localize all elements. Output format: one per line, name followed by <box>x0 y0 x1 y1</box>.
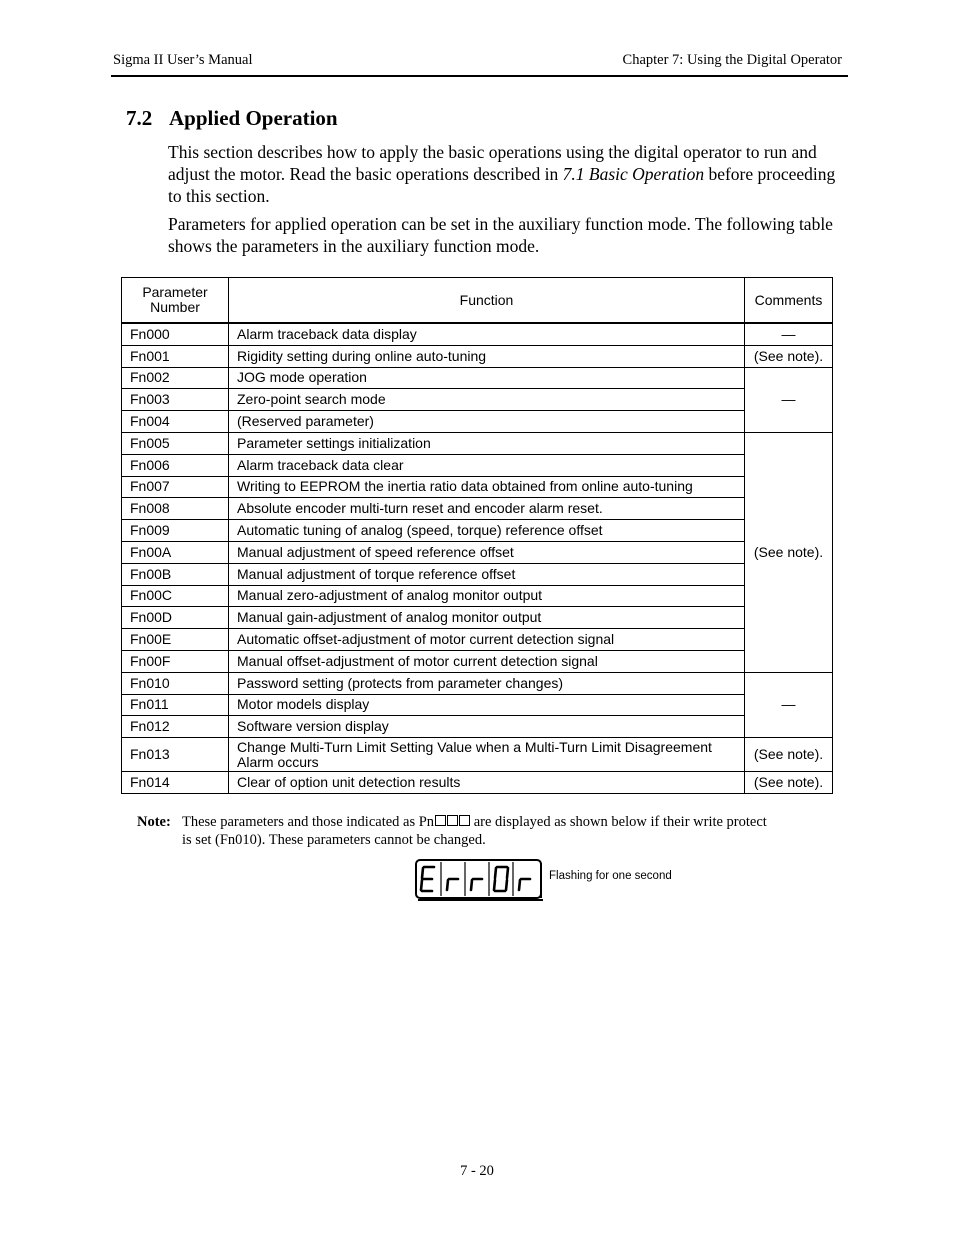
param-comment: — <box>745 672 833 737</box>
note-text-start: These parameters and those indicated as Pn <box>182 814 435 830</box>
param-number: Fn002 <box>122 367 229 389</box>
header-comments: Comments <box>745 278 833 324</box>
param-comment: (See note). <box>745 738 833 772</box>
placeholder-box-icon <box>447 815 458 826</box>
param-function: Absolute encoder multi-turn reset and encoder alarm reset. <box>229 498 745 520</box>
param-number: Fn009 <box>122 520 229 542</box>
param-function: JOG mode operation <box>229 367 745 389</box>
param-function: Automatic tuning of analog (speed, torque) reference offset <box>229 520 745 542</box>
table-row <box>122 432 833 454</box>
param-function: Motor models display <box>229 694 745 716</box>
param-function: Change Multi-Turn Limit Setting Value when a Multi-Turn Limit Disagreement Alarm occurs <box>229 738 745 772</box>
param-number: Fn00F <box>122 650 229 672</box>
intro-text-end: before proceeding to this section. <box>168 164 836 206</box>
table-row <box>122 672 833 694</box>
param-number: Fn00B <box>122 563 229 585</box>
param-number: Fn00C <box>122 585 229 607</box>
table-row <box>122 345 833 367</box>
param-function: Manual gain-adjustment of analog monitor output <box>229 607 745 629</box>
basic-operation-reference: 7.1 Basic Operation <box>562 164 705 184</box>
param-number: Fn001 <box>122 345 229 367</box>
param-comment: (See note). <box>745 345 833 367</box>
param-function: Rigidity setting during online auto-tuning <box>229 345 745 367</box>
param-number: Fn005 <box>122 432 229 454</box>
param-function: Manual offset-adjustment of motor current detection signal <box>229 650 745 672</box>
table-row <box>122 607 833 629</box>
table-row <box>122 367 833 389</box>
param-number: Fn00E <box>122 629 229 651</box>
section-number: 7.2 <box>126 106 153 130</box>
section-heading <box>126 106 338 131</box>
param-function: Clear of option unit detection results <box>229 772 745 794</box>
parameters-paragraph: Parameters for applied operation can be set in the auxiliary function mode. The following table shows the parameters in the auxiliary function mode. <box>168 214 833 256</box>
page-number: 7 - 20 <box>460 1163 494 1179</box>
running-header-title: Sigma II User’s Manual <box>113 52 253 68</box>
param-number: Fn003 <box>122 389 229 411</box>
param-function: Zero-point search mode <box>229 389 745 411</box>
table-row <box>122 323 833 345</box>
table-row <box>122 650 833 672</box>
param-function: Manual adjustment of torque reference offset <box>229 563 745 585</box>
param-number: Fn004 <box>122 411 229 433</box>
intro-text-start: This section describes how to apply the basic operations using the digital operator to run and adjust the motor. Read the basic operations described in <box>168 142 817 184</box>
param-number: Fn012 <box>122 716 229 738</box>
table-row <box>122 498 833 520</box>
param-function: Parameter settings initialization <box>229 432 745 454</box>
param-number: Fn014 <box>122 772 229 794</box>
table-row <box>122 738 833 772</box>
param-number: Fn00D <box>122 607 229 629</box>
auxiliary-function-table <box>121 277 833 794</box>
table-note <box>137 813 827 849</box>
display-caption: Flashing for one second <box>549 870 672 882</box>
param-number: Fn000 <box>122 323 229 345</box>
param-function: Software version display <box>229 716 745 738</box>
intro-paragraph <box>168 141 848 207</box>
param-number: Fn00A <box>122 541 229 563</box>
param-function: Manual adjustment of speed reference offset <box>229 541 745 563</box>
note-label: Note: <box>137 814 171 830</box>
param-function: Writing to EEPROM the inertia ratio data obtained from online auto-tuning <box>229 476 745 498</box>
note-text-end: is set (Fn010). These parameters cannot be changed. <box>182 832 486 848</box>
param-number: Fn013 <box>122 738 229 772</box>
param-function: Alarm traceback data display <box>229 323 745 345</box>
param-comment: (See note). <box>745 772 833 794</box>
table-row <box>122 694 833 716</box>
table-row <box>122 411 833 433</box>
param-number: Fn007 <box>122 476 229 498</box>
error-readout-icon <box>414 858 544 902</box>
table-row <box>122 541 833 563</box>
placeholder-box-icon <box>435 815 446 826</box>
table-row <box>122 520 833 542</box>
param-number: Fn010 <box>122 672 229 694</box>
param-comment: — <box>745 323 833 345</box>
seven-segment-display <box>414 858 544 907</box>
header-parameter-number: Parameter Number <box>122 278 229 324</box>
table-header-row <box>122 278 833 324</box>
param-function: Password setting (protects from parameter changes) <box>229 672 745 694</box>
placeholder-box-icon <box>459 815 470 826</box>
header-rule <box>111 75 848 77</box>
param-comment: — <box>745 367 833 432</box>
table-row <box>122 716 833 738</box>
param-number: Fn006 <box>122 454 229 476</box>
note-text-middle: are displayed as shown below if their write protect <box>470 814 767 830</box>
param-comment: (See note). <box>745 432 833 672</box>
section-title: Applied Operation <box>169 106 338 130</box>
param-function: Alarm traceback data clear <box>229 454 745 476</box>
param-function: Automatic offset-adjustment of motor current detection signal <box>229 629 745 651</box>
param-function: Manual zero-adjustment of analog monitor output <box>229 585 745 607</box>
param-number: Fn011 <box>122 694 229 716</box>
param-number: Fn008 <box>122 498 229 520</box>
table-row <box>122 563 833 585</box>
table-row <box>122 476 833 498</box>
running-header-chapter: Chapter 7: Using the Digital Operator <box>622 52 842 68</box>
param-function: (Reserved parameter) <box>229 411 745 433</box>
table-row <box>122 772 833 794</box>
header-function: Function <box>229 278 745 324</box>
table-row <box>122 454 833 476</box>
table-row <box>122 629 833 651</box>
table-row <box>122 585 833 607</box>
table-row <box>122 389 833 411</box>
